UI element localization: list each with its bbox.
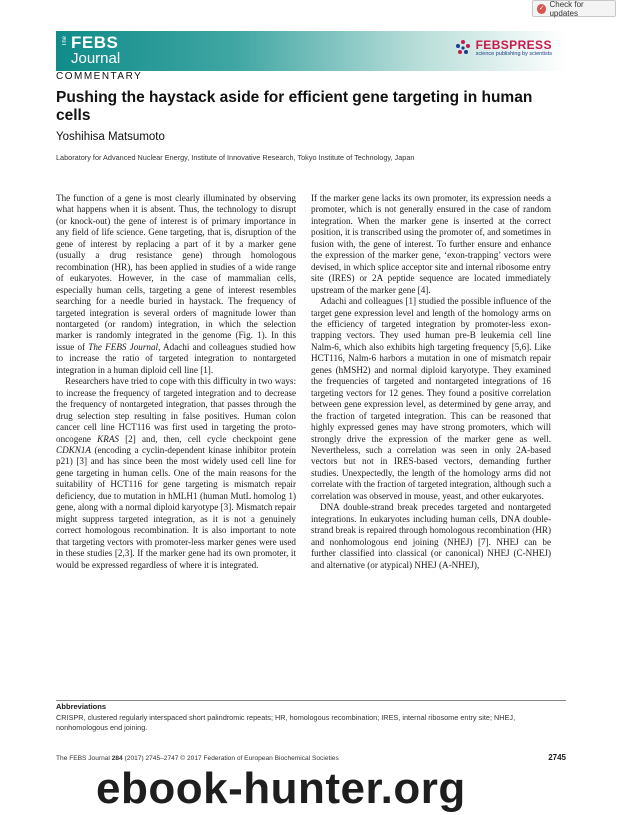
journal-banner xyxy=(56,31,566,71)
article-title: Pushing the haystack aside for efficient gene targeting in human cells xyxy=(56,89,533,124)
paragraph: The function of a gene is most clearly illuminated by observing what happens when it is absent. Thus, the technology to disrupt (or knock-out) the gene of interest is of primary importance in any field of life science. Gene targeting, that is, disruption of the gene of interest by replacing a part of it by a marker gene (usually a drug resistance gene) through homologous recombination (HR), has been applied in studies of a wide range of eukaryotes. However, in the case of mammalian cells, especially human cells, targeting a gene of interest resembles searching for a needle buried in haystack. The frequency of targeted integration is several orders of magnitude lower than nontargeted (or random) integration, in which the selection marker is randomly integrated in the genome (Fig. 1). In this issue of The FEBS Journal, Adachi and colleagues studied how to increase the ratio of targeted integration to nontargeted integration in a human diploid cell line [1]. xyxy=(56,193,296,375)
page-number: 2745 xyxy=(548,753,566,762)
update-badge-icon: ✓ xyxy=(538,4,545,12)
section-label: COMMENTARY xyxy=(56,71,143,82)
febs-press-dots-icon xyxy=(454,39,472,57)
abbreviations-divider xyxy=(56,700,566,701)
press-name: FEBSPRESS xyxy=(475,38,552,52)
logo-journal: Journal xyxy=(71,50,121,67)
logo-febs: FEBS xyxy=(71,33,119,52)
site-watermark: ebook-hunter.org xyxy=(96,764,466,813)
citation-footer: The FEBS Journal 284 (2017) 2745–2747 © 2017 Federation of European Biochemical Societies xyxy=(56,755,339,762)
febs-press-logo xyxy=(454,38,552,57)
abbreviations-text: CRISPR, clustered regularly interspaced short palindromic repeats; HR, homologous recombination; IRES, internal ribosome entry site; NHEJ, nonhomologous end joining. xyxy=(56,713,516,732)
paragraph: If the marker gene lacks its own promoter, its expression needs a promoter, which is not generally ensured in the case of random integration. When the marker gene is inserted at the correct position, it is transcribed using the promoter of, and sometimes in fusion with, the gene of interest. To further ensure and enhance the expression of the marker gene, ‘exon-trapping’ vectors were devised, in which splice acceptor site and internal ribosome entry site (IRES) or 2A peptide sequence are located immediately upstream of the marker gene [4]. xyxy=(311,193,551,295)
left-column xyxy=(56,193,296,571)
paragraph: DNA double-strand break precedes targeted and nontargeted integrations. In eukaryotes including human cells, DNA double-strand break is repaired through homologous recombination (HR) and nonhomologous end joining (NHEJ) [7]. NHEJ can be further classified into classical (or canonical) NHEJ (C-NHEJ) and alternative (or atypical) NHEJ (A-NHEJ), xyxy=(311,502,551,570)
check-for-updates-label: Check for updates xyxy=(549,0,584,18)
author-name: Yoshihisa Matsumoto xyxy=(56,131,165,143)
logo-the: The xyxy=(62,36,68,47)
abbreviations-heading: Abbreviations xyxy=(56,702,107,711)
right-column xyxy=(311,193,551,571)
check-for-updates-button[interactable] xyxy=(532,0,616,17)
author-affiliation: Laboratory for Advanced Nuclear Energy, Institute of Innovative Research, Tokyo Institute of Technology, Japan xyxy=(56,153,415,162)
paragraph: Adachi and colleagues [1] studied the possible influence of the target gene expression level and length of the homology arms on the efficiency of targeted integration by promoter-less exon-trapping vectors. They used human pre-B leukemia cell line Nalm-6, which also exhibits high targeting frequency [5,6]. Like HCT116, Nalm-6 harbors a mutation in one of mismatch repair genes (hMSH2) and normal diploid karyotype. They examined the frequencies of targeted and nontargeted integrations of 16 targeting vectors for 12 genes. They found a positive correlation between gene expression level, as determined by gene array, and the fraction of targeted integration. This can be reasoned that highly expressed genes may have strong promoters, which will strongly drive the expression of the marker gene as well. Nevertheless, such a correlation was seen in only 2A-based vectors but not in IRES-based vectors, demanding further studies. Unexpectedly, the length of the homology arms did not correlate with the fraction of targeted integration, although such a correlation was observed in mouse, yeast, and other eukaryotes. xyxy=(311,296,551,501)
paragraph: Researchers have tried to cope with this difficulty in two ways: to increase the frequency of targeted integration and to decrease the frequency of nontargeted integration, that passes through the drug selection step resulting in false positives. Human colon cancer cell line HCT116 was first used in targeting the proto-oncogene KRAS [2] and, then, cell cycle checkpoint gene CDKN1A (encoding a cyclin-dependent kinase inhibitor protein p21) [3] and has since been the most widely used cell line for gene targeting in human cells. One of the main reasons for the suitability of HCT116 for gene targeting is mismatch repair deficiency, due to mutation in hMLH1 (human MutL homolog 1) gene, along with a normal diploid karyotype [3]. Mismatch repair might suppress targeted integration, as it is not a genuinely correct homologous recombination. It is also important to note that targeting vectors with promoter-less marker genes were used in these studies [2,3]. If the marker gene had its own promoter, it would be expressed regardless of where it is integrated. xyxy=(56,376,297,570)
press-tagline: science publishing by scientists xyxy=(475,51,552,57)
